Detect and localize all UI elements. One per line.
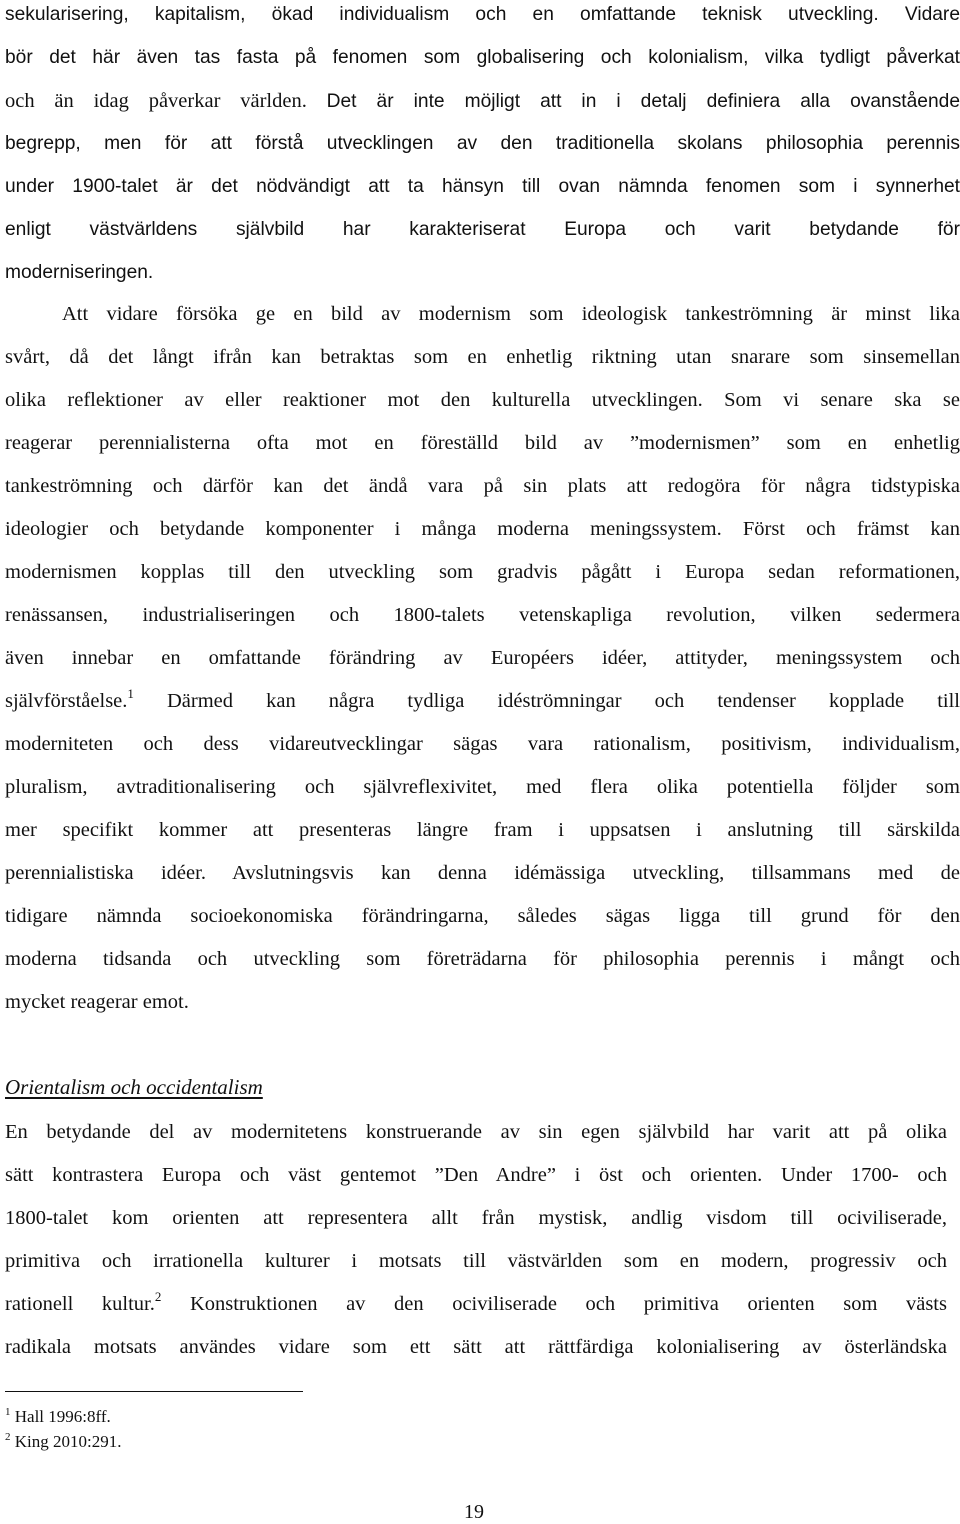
footnote-text: King 2010:291. bbox=[14, 1432, 122, 1451]
body-text-line: mer specifikt kommer att presenteras längre fram i uppsatsen i anslutning till särskilda bbox=[5, 819, 960, 841]
body-text-line bbox=[5, 686, 960, 715]
body-text-line bbox=[5, 1289, 947, 1318]
body-text-span: Det är inte möjligt att in i detalj definiera alla ovanstående bbox=[326, 91, 960, 112]
footnote bbox=[5, 1432, 121, 1454]
body-text-span: rationell kultur. bbox=[5, 1293, 155, 1315]
body-text-line: primitiva och irrationella kulturer i motsats till västvärlden som en modern, progressiv och bbox=[5, 1250, 947, 1272]
body-text-line: 1800-talet kom orienten att representera allt från mystisk, andlig visdom till ociviliserade, bbox=[5, 1207, 947, 1229]
body-text-line: mycket reagerar emot. bbox=[5, 991, 189, 1013]
footnote-text: Hall 1996:8ff. bbox=[14, 1407, 111, 1426]
body-text-line: reagerar perennialisterna ofta mot en föreställd bild av ”modernismen” som en enhetlig bbox=[5, 432, 960, 454]
body-text-line: tidigare nämnda socioekonomiska förändringarna, således sägas ligga till grund för den bbox=[5, 905, 960, 927]
body-text-line: svårt, då det långt ifrån kan betraktas som en enhetlig riktning utan snarare som sinsemellan bbox=[5, 346, 960, 368]
body-text-line: ideologier och betydande komponenter i många moderna meningssystem. Först och främst kan bbox=[5, 518, 960, 540]
body-text-line: sätt kontrastera Europa och väst gentemot ”Den Andre” i öst och orienten. Under 1700- och bbox=[5, 1164, 947, 1186]
body-text-line: sekularisering, kapitalism, ökad individualism och en omfattande teknisk utveckling. Vidare bbox=[5, 4, 960, 25]
body-text-line bbox=[5, 89, 960, 114]
body-text-line: tankeströmning och därför kan det ändå vara på sin plats att redogöra för några tidstypiska bbox=[5, 475, 960, 497]
body-text-line: radikala motsats användes vidare som ett sätt att rättfärdiga kolonialisering av österländska bbox=[5, 1336, 947, 1358]
body-text-line: även innebar en omfattande förändring av Européers idéer, attityder, meningssystem och bbox=[5, 647, 960, 669]
body-text-span: självförståelse. bbox=[5, 690, 128, 712]
footnote-number: 1 bbox=[5, 1406, 11, 1418]
body-text-span: Därmed kan några tydliga idéströmningar och tendenser kopplade till bbox=[166, 690, 960, 712]
body-text-line: Att vidare försöka ge en bild av modernism som ideologisk tankeströmning är minst lika bbox=[62, 303, 960, 325]
footnote bbox=[5, 1407, 111, 1429]
body-text-line: bör det här även tas fasta på fenomen som globalisering och kolonialism, vilka tydligt påverkat bbox=[5, 47, 960, 68]
body-text-line: perennialistiska idéer. Avslutningsvis kan denna idémässiga utveckling, tillsammans med de bbox=[5, 862, 960, 884]
footnote-number: 2 bbox=[5, 1431, 11, 1443]
section-heading: Orientalism och occidentalism bbox=[5, 1075, 263, 1099]
body-text-line: pluralism, avtraditionalisering och självreflexivitet, med flera olika potentiella följder som bbox=[5, 776, 960, 798]
body-text-line: modernismen kopplas till den utveckling som gradvis pågått i Europa sedan reformationen, bbox=[5, 561, 960, 583]
footnote-reference[interactable]: 2 bbox=[154, 1289, 162, 1304]
body-text-span: och än idag påverkar världen. bbox=[5, 90, 307, 112]
body-text-line: moderna tidsanda och utveckling som företrädarna för philosophia perennis i mångt och bbox=[5, 948, 960, 970]
body-text-line: En betydande del av modernitetens konstruerande av sin egen självbild har varit att på olika bbox=[5, 1121, 947, 1143]
body-text-line: enligt västvärldens självbild har karakteriserat Europa och varit betydande för bbox=[5, 219, 960, 240]
footnote-reference[interactable]: 1 bbox=[127, 686, 134, 701]
footnote-divider bbox=[5, 1391, 303, 1392]
body-text-line: moderniseringen. bbox=[5, 262, 154, 283]
page-number: 19 bbox=[464, 1501, 484, 1523]
body-text-line: olika reflektioner av eller reaktioner mot den kulturella utvecklingen. Som vi senare ska se bbox=[5, 389, 960, 411]
body-text-line: moderniteten och dess vidareutvecklingar sägas vara rationalism, positivism, individualism, bbox=[5, 733, 960, 755]
body-text-line: under 1900-talet är det nödvändigt att ta hänsyn till ovan nämnda fenomen som i synnerhet bbox=[5, 176, 960, 197]
body-text-span: Konstruktionen av den ociviliserade och primitiva orienten som västs bbox=[189, 1293, 947, 1315]
body-text-line: begrepp, men för att förstå utvecklingen av den traditionella skolans philosophia perennis bbox=[5, 133, 960, 154]
body-text-line: renässansen, industrialiseringen och 1800-talets vetenskapliga revolution, vilken sedermera bbox=[5, 604, 960, 626]
